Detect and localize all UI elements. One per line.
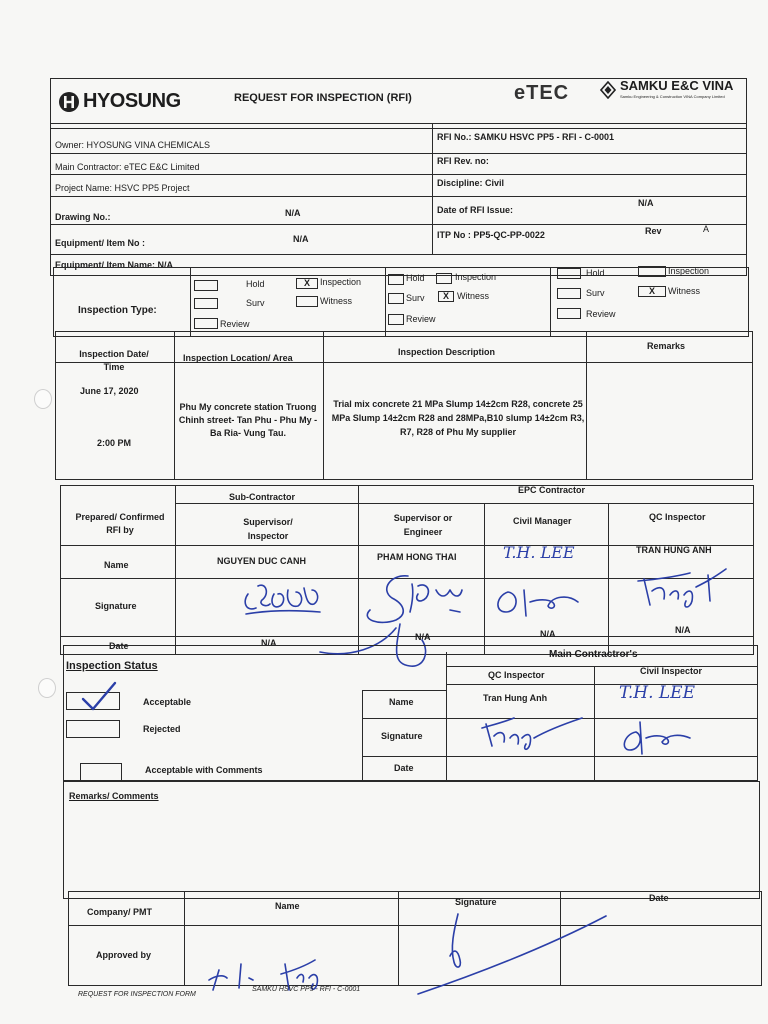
project-name-field: Project Name: HSVC PP5 Project: [55, 183, 190, 193]
date-row-label: Date: [109, 641, 129, 651]
etec-logo: eTEC: [514, 82, 570, 104]
supervisor-engineer-date: N/A: [415, 632, 431, 642]
qc-inspector-signature: [630, 565, 750, 615]
approval-signature-header: Signature: [455, 897, 497, 907]
col-civil-manager-header: Civil Manager: [513, 516, 572, 526]
col-remarks-header: Remarks: [647, 341, 686, 351]
inspection-status-title: Inspection Status: [66, 660, 158, 672]
surv-checkbox[interactable]: [388, 293, 404, 304]
witness-checkbox[interactable]: [296, 296, 318, 307]
surv-label: Surv: [406, 293, 425, 303]
review-checkbox[interactable]: [557, 308, 581, 319]
hold-label: Hold: [406, 273, 425, 283]
inspection-date: June 17, 2020: [80, 386, 139, 396]
remarks-box: [63, 781, 760, 899]
rfi-rev-field: RFI Rev. no:: [437, 156, 489, 166]
drawing-no-label: Drawing No.:: [55, 212, 111, 222]
hold-label: Hold: [246, 279, 265, 289]
review-checkbox[interactable]: [194, 318, 218, 329]
itp-no-field: ITP No : PP5-QC-PP-0022: [437, 230, 545, 240]
status-qc-inspector-header: QC Inspector: [488, 670, 545, 680]
qc-inspector-date: N/A: [675, 625, 691, 635]
status-date-label: Date: [394, 763, 414, 773]
inspection-label: Inspection: [668, 266, 710, 276]
binder-hole: [38, 678, 56, 698]
supervisor-engineer-name: PHAM HONG THAI: [377, 552, 457, 562]
binder-hole: [34, 389, 52, 409]
status-qc-name: Tran Hung Anh: [483, 693, 548, 703]
approval-signature: [410, 910, 630, 1000]
hyosung-wordmark: HYOSUNG: [83, 90, 181, 112]
equipment-name-field: Equipment/ Item Name: N/A: [55, 260, 174, 270]
sub-contractor-header: Sub-Contractor: [229, 492, 295, 502]
col-datetime-header: Inspection Date/ Time: [79, 349, 149, 372]
supervisor-date: N/A: [261, 638, 277, 648]
status-qc-signature: [478, 712, 588, 752]
hold-checkbox[interactable]: [557, 268, 581, 279]
civil-manager-signature: [490, 582, 600, 622]
acceptable-checkbox[interactable]: [66, 692, 120, 710]
rejected-label: Rejected: [143, 724, 181, 734]
surv-checkbox[interactable]: [194, 298, 218, 309]
rev-value: A: [703, 224, 710, 234]
inspection-type-label: Inspection Type:: [78, 305, 157, 316]
footer-reference: SAMKU HSVC PP5 - RFI - C-0001: [252, 986, 361, 993]
status-civil-signature: [616, 720, 726, 760]
witness-checkbox[interactable]: X: [638, 286, 666, 297]
witness-label: Witness: [457, 291, 490, 301]
inspection-checkbox[interactable]: X: [296, 278, 318, 289]
approval-name-header: Name: [275, 901, 300, 911]
hold-checkbox[interactable]: [194, 280, 218, 291]
status-name-label: Name: [389, 697, 414, 707]
qc-inspector-name: TRAN HUNG ANH: [636, 545, 712, 555]
main-contractor-header: Main Contractror's: [549, 649, 638, 660]
approval-date-header: Date: [649, 893, 669, 903]
col-qc-inspector-header: QC Inspector: [649, 512, 706, 522]
col-location-header: Inspection Location/ Area: [183, 353, 293, 363]
signature-row-label: Signature: [95, 601, 137, 611]
footer-form-name: REQUEST FOR INSPECTION FORM: [78, 991, 196, 998]
hyosung-emblem-icon: [58, 91, 80, 113]
checkmark-icon: [79, 681, 119, 711]
date-issue-label: Date of RFI Issue:: [437, 205, 514, 215]
samku-wordmark: SAMKU E&C VINA: [620, 78, 734, 93]
company-pmt-label: Company/ PMT: [87, 907, 153, 917]
status-civil-name: T.H. LEE: [619, 683, 695, 703]
approved-by-label: Approved by: [96, 950, 152, 960]
equipment-no-label: Equipment/ Item No :: [55, 238, 145, 248]
acceptable-with-comments-checkbox[interactable]: [80, 763, 122, 781]
remarks-title: Remarks/ Comments: [69, 791, 159, 801]
epc-contractor-header: EPC Contractor: [518, 485, 586, 495]
witness-label: Witness: [320, 296, 353, 306]
inspection-label: Inspection: [455, 272, 497, 282]
witness-label: Witness: [668, 286, 701, 296]
civil-manager-date: N/A: [540, 629, 556, 639]
date-issue-value: N/A: [638, 198, 654, 208]
surv-label: Surv: [586, 288, 605, 298]
rev-label: Rev: [645, 226, 662, 236]
hold-label: Hold: [586, 268, 605, 278]
inspection-description: Trial mix concrete 21 MPa Slump 14±2cm R28, concrete 25 MPa Slump 14±2cm R28 and 28MPa,B10 slump 14±2cm R3, R7, R28 of Phu My supplier: [331, 399, 585, 437]
review-label: Review: [586, 309, 616, 319]
supervisor-name: NGUYEN DUC CANH: [217, 556, 307, 566]
witness-checkbox[interactable]: X: [438, 291, 454, 302]
main-contractor-field: Main Contractor: eTEC E&C Limited: [55, 162, 200, 172]
review-label: Review: [406, 314, 436, 324]
inspection-checkbox[interactable]: [436, 273, 452, 284]
owner-field: Owner: HYOSUNG VINA CHEMICALS: [55, 140, 211, 150]
surv-label: Surv: [246, 298, 265, 308]
review-checkbox[interactable]: [388, 314, 404, 325]
rfi-no-field: RFI No.: SAMKU HSVC PP5 - RFI - C-0001: [437, 132, 615, 142]
surv-checkbox[interactable]: [557, 288, 581, 299]
status-civil-inspector-header: Civil Inspector: [640, 666, 703, 676]
rejected-checkbox[interactable]: [66, 720, 120, 738]
col-supervisor-engineer-header: Supervisor or Engineer: [393, 513, 453, 537]
civil-manager-name: T.H. LEE: [503, 543, 575, 562]
name-row-label: Name: [104, 560, 129, 570]
inspection-checkbox[interactable]: [638, 266, 666, 277]
samku-subtitle: Samku Engineering & Construction VINA Company Limited: [620, 94, 725, 99]
col-supervisor-header: Supervisor/ Inspector: [243, 517, 293, 541]
samku-emblem-icon: [600, 81, 616, 99]
form-title: REQUEST FOR INSPECTION (RFI): [234, 92, 412, 104]
review-label: Review: [220, 319, 250, 329]
acceptable-label: Acceptable: [143, 697, 192, 707]
drawing-no-value: N/A: [285, 208, 301, 218]
discipline-field: Discipline: Civil: [437, 178, 505, 188]
equipment-no-value: N/A: [293, 234, 309, 244]
col-description-header: Inspection Description: [398, 347, 496, 357]
acceptable-with-comments-label: Acceptable with Comments: [145, 765, 263, 775]
status-signature-label: Signature: [381, 731, 423, 741]
inspection-time: 2:00 PM: [97, 438, 132, 448]
prepared-label: Prepared/ Confirmed RFI by: [75, 512, 165, 535]
inspection-location: Phu My concrete station Truong Chinh street- Tan Phu - Phu My -Ba Ria- Vung Tau.: [178, 402, 318, 438]
hold-checkbox[interactable]: [388, 274, 404, 285]
inspection-label: Inspection: [320, 277, 362, 287]
